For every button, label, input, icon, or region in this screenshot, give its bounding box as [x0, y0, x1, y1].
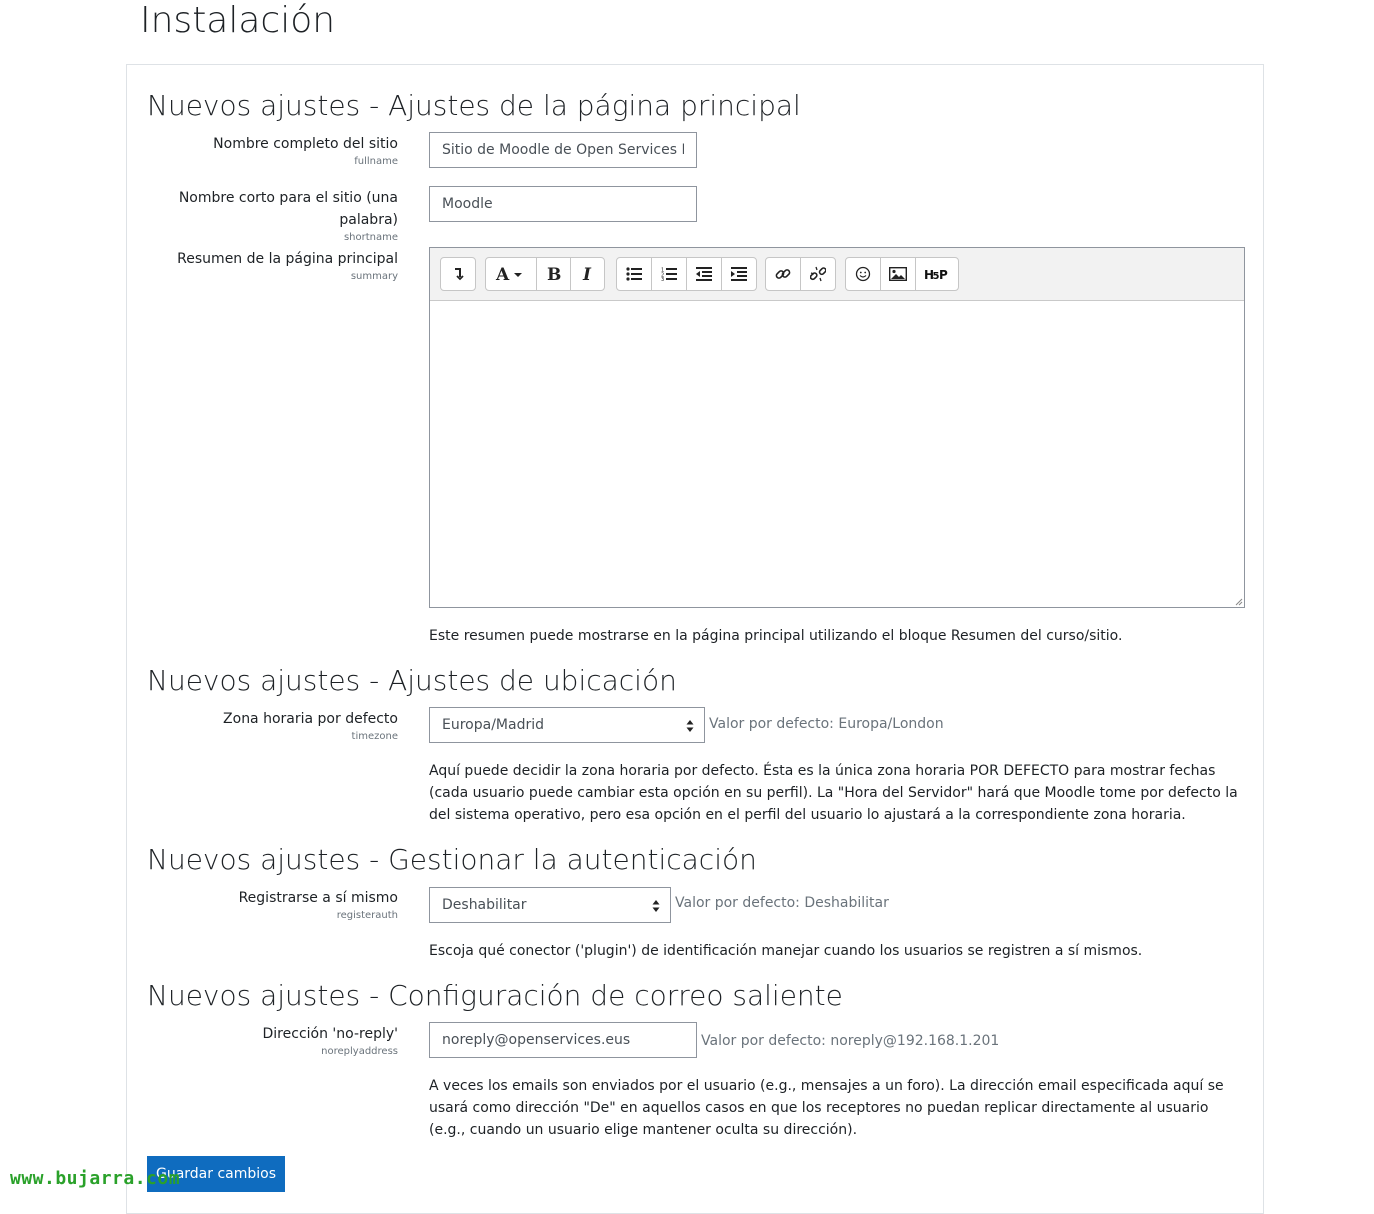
toolbar-group-text: [485, 257, 605, 291]
timezone-select[interactable]: [429, 707, 705, 743]
indent-button[interactable]: [722, 258, 756, 290]
toolbar-group-lists: [616, 257, 757, 291]
noreply-varname: noreplyaddress: [321, 1046, 398, 1057]
h5p-button[interactable]: [916, 258, 958, 290]
svg-text:5: 5: [932, 271, 940, 281]
bold-button[interactable]: [537, 258, 571, 290]
select-arrows-icon: [686, 717, 694, 735]
italic-icon: [581, 265, 595, 283]
shortname-input[interactable]: [429, 186, 697, 222]
noreply-default: Valor por defecto: noreply@192.168.1.201: [701, 1033, 1000, 1049]
ordered-list-icon: [661, 267, 677, 281]
svg-text:P: P: [939, 268, 948, 281]
link-button[interactable]: [766, 258, 801, 290]
unlink-button[interactable]: [801, 258, 835, 290]
unordered-list-button[interactable]: [617, 258, 652, 290]
outdent-button[interactable]: [687, 258, 722, 290]
svg-text:3: 3: [661, 277, 665, 281]
summary-description: Este resumen puede mostrarse en la página principal utilizando el bloque Resumen del curso/sitio.: [429, 628, 1123, 644]
watermark: www.bujarra.com: [10, 1168, 181, 1189]
section-title-auth: Nuevos ajustes - Gestionar la autenticación: [147, 843, 757, 876]
shortname-varname: shortname: [343, 232, 398, 243]
svg-text:I: I: [582, 265, 591, 283]
bold-icon: [546, 265, 562, 283]
timezone-varname: timezone: [351, 731, 398, 742]
registerauth-select[interactable]: [429, 887, 671, 923]
svg-text:A: A: [496, 265, 510, 283]
outdent-icon: [696, 267, 712, 281]
smiley-icon: [855, 266, 871, 282]
noreply-label: Dirección 'no-reply': [262, 1026, 398, 1042]
registerauth-selected-value: Deshabilitar: [442, 897, 527, 913]
summary-varname: summary: [350, 271, 398, 282]
save-changes-button[interactable]: Guardar cambios: [147, 1156, 285, 1192]
section-title-frontpage: Nuevos ajustes - Ajustes de la página principal: [147, 89, 801, 122]
h5p-icon: [924, 267, 950, 281]
toolbar-group-toggle: [440, 257, 476, 291]
svg-text:1: 1: [661, 267, 665, 274]
toolbar-group-media: [845, 257, 959, 291]
emoji-button[interactable]: [846, 258, 881, 290]
summary-editor: [429, 247, 1245, 608]
select-arrows-icon: [652, 897, 660, 915]
timezone-label: Zona horaria por defecto: [223, 711, 398, 727]
summary-label: Resumen de la página principal: [177, 251, 398, 267]
image-button[interactable]: [881, 258, 916, 290]
timezone-description: Aquí puede decidir la zona horaria por defecto. Ésta es la única zona horaria POR DEFECTO para mostrar fechas (cada usuario puede cambiar esta opción en su perfil). La "Hora del Servidor" hará que Moodle tome por defecto la del sistema operativo, pero esa opción en el perfil del usuario lo ajustará a la correspondiente zona horaria.: [429, 763, 1238, 823]
link-icon: [775, 266, 791, 282]
registerauth-default: Valor por defecto: Deshabilitar: [675, 895, 889, 911]
svg-text:B: B: [546, 265, 561, 283]
page-title: Instalación: [140, 0, 336, 41]
section-title-mail: Nuevos ajustes - Configuración de correo saliente: [147, 979, 843, 1012]
shortname-label: Nombre corto para el sitio (una palabra): [178, 190, 398, 228]
fullname-label: Nombre completo del sitio: [213, 136, 398, 152]
registerauth-varname: registerauth: [336, 910, 398, 921]
font-style-button[interactable]: [486, 258, 537, 290]
editor-toolbar: [430, 248, 1244, 301]
image-icon: [889, 267, 907, 281]
summary-textarea[interactable]: [430, 301, 1244, 607]
registerauth-description: Escoja qué conector ('plugin') de identificación manejar cuando los usuarios se registren a sí mismos.: [429, 943, 1143, 959]
unlink-icon: [810, 266, 826, 282]
timezone-default: Valor por defecto: Europa/London: [709, 716, 944, 732]
italic-button[interactable]: [571, 258, 604, 290]
svg-text:H: H: [924, 268, 935, 281]
noreply-description: A veces los emails son enviados por el usuario (e.g., mensajes a un foro). La dirección email especificada aquí se usará como dirección "De" en aquellos casos en que los receptores no puedan replicar directamente al usuario (e.g., cuando un usuario elige mantener oculta su dirección).: [429, 1078, 1224, 1138]
svg-text:2: 2: [661, 272, 665, 279]
ordered-list-button[interactable]: [652, 258, 687, 290]
fullname-varname: fullname: [354, 156, 398, 167]
toolbar-group-links: [765, 257, 836, 291]
unordered-list-icon: [626, 267, 642, 281]
indent-icon: [731, 267, 747, 281]
font-style-icon: [494, 265, 528, 283]
toolbar-toggle-button[interactable]: [441, 258, 475, 290]
toggle-arrow-icon: [451, 267, 465, 281]
noreply-input[interactable]: [429, 1022, 697, 1058]
registerauth-label: Registrarse a sí mismo: [238, 890, 398, 906]
fullname-input[interactable]: [429, 132, 697, 168]
resize-grip-icon[interactable]: [1233, 596, 1243, 606]
timezone-selected-value: Europa/Madrid: [442, 717, 544, 733]
section-title-location: Nuevos ajustes - Ajustes de ubicación: [147, 664, 677, 697]
